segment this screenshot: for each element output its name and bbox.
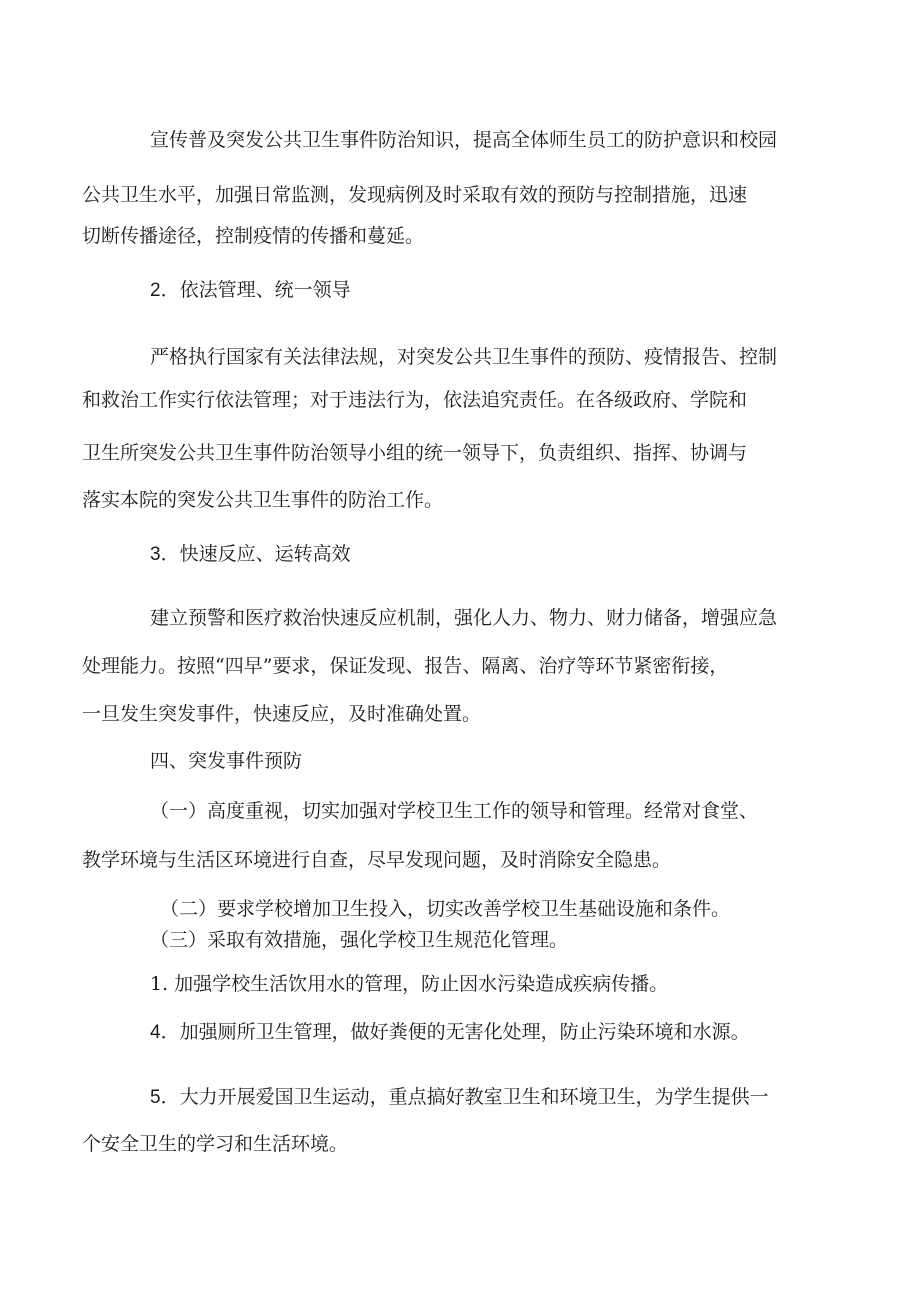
- paragraph-line: 严格执行国家有关法律法规，对突发公共卫生事件的预防、疫情报告、控制: [150, 346, 778, 368]
- paragraph-line: 卫生所突发公共卫生事件防治领导小组的统一领导下，负责组织、指挥、协调与: [82, 442, 748, 464]
- heading-text: ．快速反应、运转高效: [160, 543, 351, 565]
- list-number: 5: [150, 1087, 161, 1108]
- paragraph-line: 一旦发生突发事件，快速反应，及时准确处置。: [82, 703, 482, 725]
- list-item: [150, 1085, 769, 1110]
- list-number: 4: [150, 1022, 161, 1043]
- paragraph-line: 落实本院的突发公共卫生事件的防治工作。: [82, 489, 444, 511]
- heading-2: [150, 278, 351, 303]
- list-item: [150, 1020, 750, 1045]
- list-item: 1. 加强学校生活饮用水的管理，防止因水污染造成疾病传播。: [150, 973, 669, 995]
- heading-number: 3: [150, 544, 161, 565]
- list-text: ．大力开展爱国卫生运动，重点搞好教室卫生和环境卫生，为学生提供一: [160, 1086, 769, 1108]
- paragraph-line: 切断传播途径，控制疫情的传播和蔓延。: [82, 225, 425, 247]
- paragraph-line: 和救治工作实行依法管理；对于违法行为，依法追究责任。在各级政府、学院和: [82, 389, 748, 411]
- paragraph-line: 教学环境与生活区环境进行自查，尽早发现问题，及时消除安全隐患。: [82, 849, 672, 871]
- list-text: ．加强厕所卫生管理，做好粪便的无害化处理，防止污染环境和水源。: [160, 1021, 750, 1043]
- heading-3: [150, 542, 351, 567]
- paragraph-line: 宣传普及突发公共卫生事件防治知识，提高全体师生员工的防护意识和校园: [150, 129, 778, 151]
- paragraph-line: （三）采取有效措施，强化学校卫生规范化管理。: [150, 929, 569, 951]
- paragraph-line: （一）高度重视，切实加强对学校卫生工作的领导和管理。经常对食堂、: [150, 800, 759, 822]
- heading-number: 2: [150, 280, 161, 301]
- paragraph-line: 公共卫生水平，加强日常监测，发现病例及时采取有效的预防与控制措施，迅速: [82, 184, 748, 206]
- paragraph-line: 处理能力。按照“四早”要求，保证发现、报告、隔离、治疗等环节紧密衔接，: [82, 655, 729, 677]
- paragraph-line: （二）要求学校增加卫生投入，切实改善学校卫生基础设施和条件。: [160, 898, 731, 920]
- paragraph-line: 建立预警和医疗救治快速反应机制，强化人力、物力、财力储备，增强应急: [150, 607, 778, 629]
- heading-text: ．依法管理、统一领导: [160, 279, 351, 301]
- section-heading: 四、突发事件预防: [150, 750, 303, 772]
- list-item-continuation: 个安全卫生的学习和生活环境。: [82, 1133, 349, 1155]
